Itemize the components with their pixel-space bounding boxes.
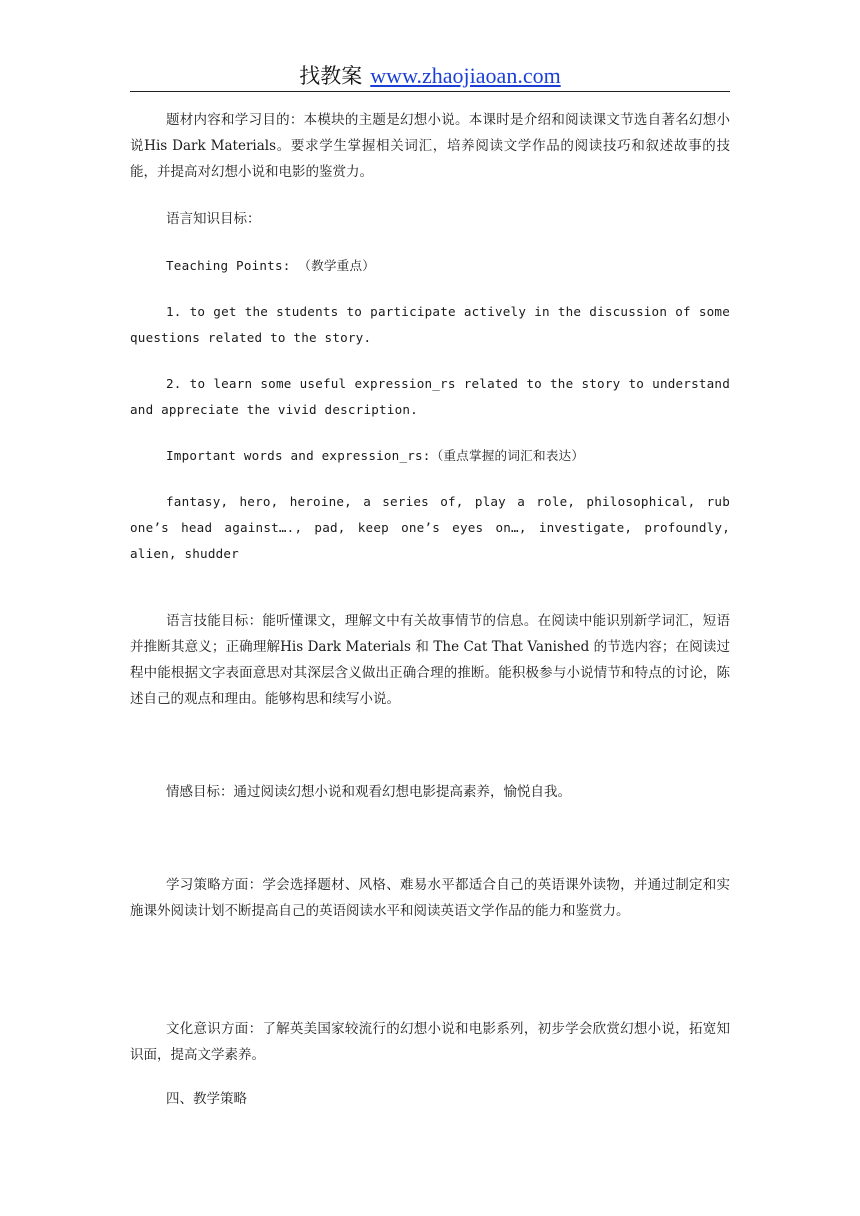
brand-name: 找教案 — [299, 64, 363, 88]
teaching-points-heading: Teaching Points: （教学重点） — [166, 258, 376, 273]
vocabulary-list: fantasy, hero, heroine, a series of, play a role, philosophical, rub one’s head against…., pad, keep one’s eyes on…, investigate, profoundly, alien, shudder — [130, 494, 730, 561]
page-header — [130, 60, 730, 92]
teaching-point-2: 2. to learn some useful expression_rs related to the story to understand and appreciate the vivid description. — [130, 376, 730, 417]
header-divider — [130, 91, 730, 92]
learning-strategy-paragraph: 学习策略方面：学会选择题材、风格、难易水平都适合自己的英语课外读物，并通过制定和实施课外阅读计划不断提高自己的英语阅读水平和阅读英语文学作品的能力和鉴赏力。 — [130, 877, 730, 919]
teaching-strategy-heading: 四、教学策略 — [166, 1091, 247, 1107]
subject-goals-paragraph: 题材内容和学习目的：本模块的主题是幻想小说。本课时是介绍和阅读课文节选自著名幻想小说His Dark Materials。要求学生掌握相关词汇，培养阅读文学作品的阅读技巧和叙述故事的技能，并提高对幻想小说和电影的鉴赏力。 — [130, 112, 730, 180]
language-knowledge-heading: 语言知识目标： — [166, 211, 261, 227]
emotional-goals-paragraph: 情感目标：通过阅读幻想小说和观看幻想电影提高素养，愉悦自我。 — [166, 784, 571, 800]
site-link[interactable]: www.zhaojiaoan.com — [370, 63, 561, 88]
important-words-heading: Important words and expression_rs:（重点掌握的词汇和表达） — [166, 448, 585, 463]
language-skills-paragraph: 语言技能目标：能听懂课文，理解文中有关故事情节的信息。在阅读中能识别新学词汇，短语并推断其意义；正确理解His Dark Materials 和 The Cat That Vanished 的节选内容；在阅读过程中能根据文字表面意思对其深层含义做出正确合理的推断。能积极参与小说情节和特点的讨论，陈述自己的观点和理由。能够构思和续写小说。 — [130, 613, 730, 707]
teaching-point-1: 1. to get the students to participate actively in the discussion of some questions related to the story. — [130, 304, 730, 345]
cultural-awareness-paragraph: 文化意识方面：了解英美国家较流行的幻想小说和电影系列，初步学会欣赏幻想小说，拓宽知识面，提高文学素养。 — [130, 1021, 730, 1063]
